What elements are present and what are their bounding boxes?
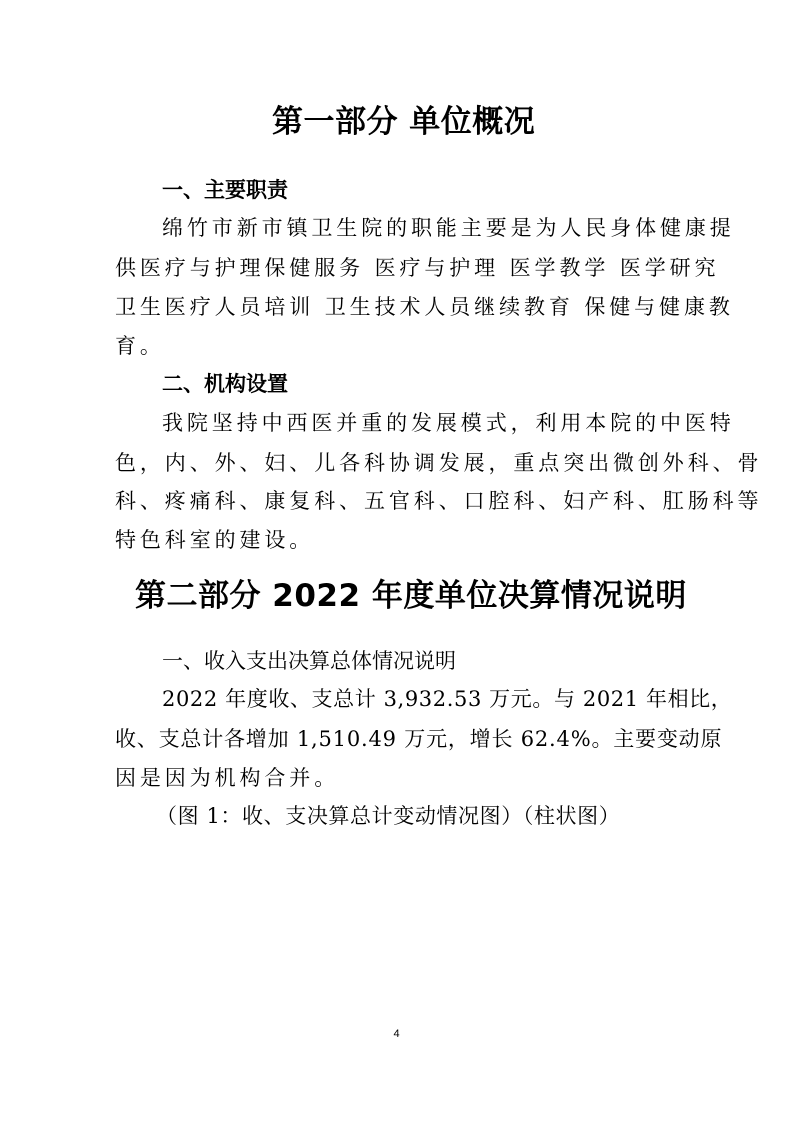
paragraph-line: 我院坚持中西医并重的发展模式，利用本院的中医特 (162, 411, 735, 435)
section-heading-income-expense: 一、收入支出决算总体情况说明 (162, 649, 456, 673)
paragraph-line: 科、疼痛科、康复科、五官科、口腔科、妇产科、肛肠科等 (115, 489, 763, 513)
paragraph-line: 因是因为机构合并。 (115, 766, 340, 790)
part2-title: 第二部分 2022 年度单位决算情况说明 (135, 578, 687, 614)
paragraph-line: 特色科室的建设。 (115, 528, 315, 552)
paragraph-line: 2022 年度收、支总计 3,932.53 万元。与 2021 年相比， (162, 687, 733, 711)
section-heading-main-duties: 一、主要职责 (162, 178, 288, 202)
paragraph-line: 收、支总计各增加 1,510.49 万元，增长 62.4%。主要变动原 (115, 727, 723, 751)
figure-caption: （图 1：收、支决算总计变动情况图）（柱状图） (156, 804, 621, 828)
part1-title: 第一部分 单位概况 (272, 104, 536, 140)
paragraph-line: 供医疗与护理保健服务 医疗与护理 医学教学 医学研究 (115, 256, 720, 280)
section-heading-organization: 二、机构设置 (162, 372, 288, 396)
paragraph-line: 色，内、外、妇、儿各科协调发展，重点突出微创外科、骨 (115, 451, 763, 475)
paragraph-line: 育。 (115, 334, 165, 358)
page-number: 4 (393, 1028, 400, 1040)
paragraph-line: 卫生医疗人员培训 卫生技术人员继续教育 保健与健康教 (115, 295, 734, 319)
paragraph-line: 绵竹市新市镇卫生院的职能主要是为人民身体健康提 (162, 216, 735, 240)
